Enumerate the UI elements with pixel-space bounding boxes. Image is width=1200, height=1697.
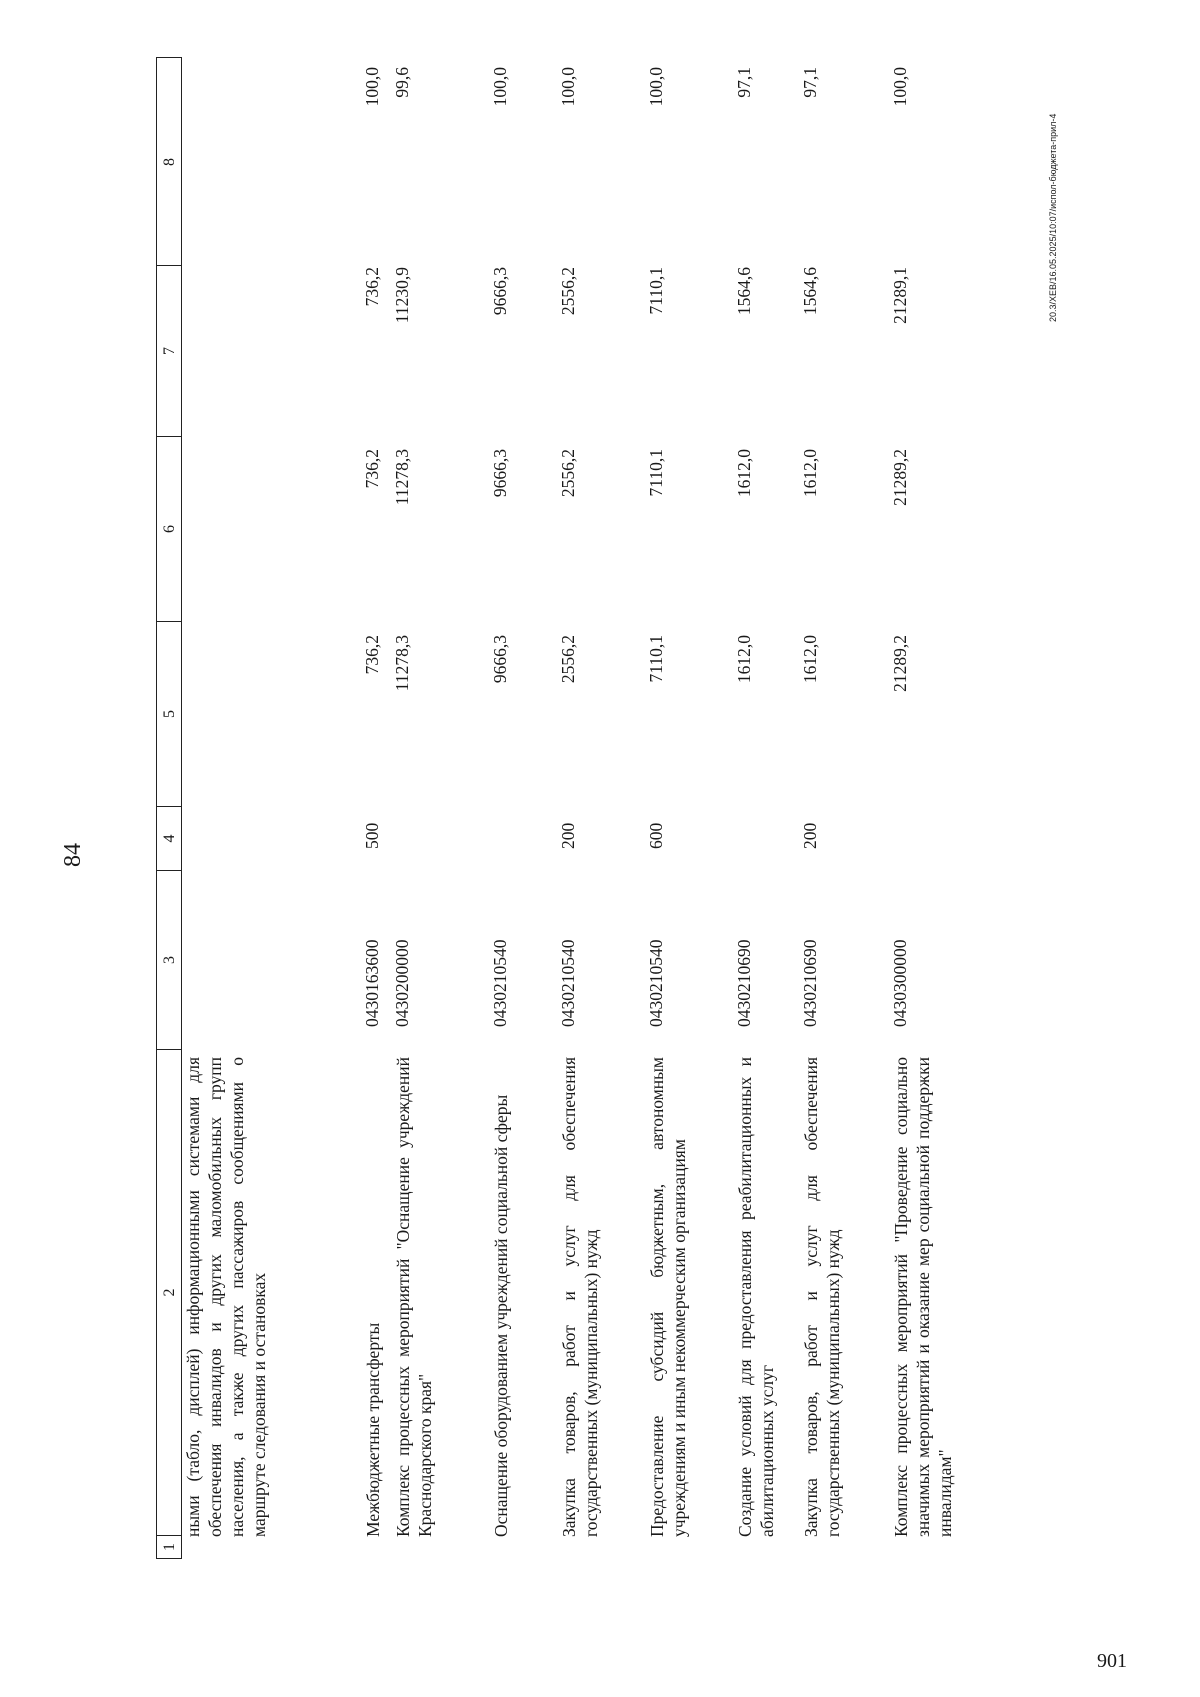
row-col6: 736,2 — [362, 449, 382, 489]
header-cell-1: 1 — [161, 1543, 178, 1551]
header-cell-7: 7 — [157, 266, 181, 437]
header-cell-4: 4 — [157, 807, 181, 871]
row-col8: 99,6 — [392, 67, 412, 98]
row-col6: 11278,3 — [392, 449, 412, 506]
row-csr: 0430200000 — [392, 939, 412, 1027]
row-col5: 9666,3 — [490, 635, 510, 684]
row-col6: 1612,0 — [734, 449, 754, 498]
row-vr: 200 — [558, 822, 578, 849]
table-row-name: Комплекс процессных мероприятий "Оснащение учреждений Краснодарского края" — [393, 1057, 435, 1537]
row-col5: 11278,3 — [392, 635, 412, 692]
row-csr: 0430210540 — [558, 939, 578, 1027]
row-csr: 0430210540 — [490, 939, 510, 1027]
row-col7: 21289,1 — [890, 267, 910, 324]
row-col5: 1612,0 — [800, 635, 820, 684]
table-row-name: Комплекс процессных мероприятий "Проведение социально значимых мероприятий и оказание мер социальной поддержки инвалидам" — [891, 1057, 955, 1537]
row-col5: 2556,2 — [558, 635, 578, 684]
row-col7: 1564,6 — [734, 267, 754, 316]
row-col7: 11230,9 — [392, 267, 412, 324]
row-csr: 0430163600 — [362, 939, 382, 1027]
row-col6: 2556,2 — [558, 449, 578, 498]
row-col6: 9666,3 — [490, 449, 510, 498]
row-col6: 7110,1 — [646, 449, 666, 497]
row-col7: 7110,1 — [646, 267, 666, 315]
header-cell-8: 8 — [157, 59, 181, 266]
row-col7: 2556,2 — [558, 267, 578, 316]
row-col5: 21289,2 — [890, 635, 910, 692]
row-col8: 100,0 — [490, 67, 510, 107]
table-row-name: Создание условий для предоставления реабилитационных и абилитационных услуг — [735, 1057, 777, 1537]
row-csr: 0430210540 — [646, 939, 666, 1027]
header-cell-6: 6 — [157, 437, 181, 622]
header-cell-2: 2 — [157, 1050, 181, 1536]
table-row-name: Оснащение оборудованием учреждений социальной сферы — [491, 1094, 511, 1537]
row-vr: 200 — [800, 822, 820, 849]
row-col7: 1564,6 — [800, 267, 820, 316]
row-col8: 100,0 — [362, 67, 382, 107]
row-col8: 100,0 — [558, 67, 578, 107]
row-vr: 600 — [646, 822, 666, 849]
table-row-name: Межбюджетные трансферты — [363, 1322, 383, 1537]
row-col6: 1612,0 — [800, 449, 820, 498]
row-col5: 1612,0 — [734, 635, 754, 684]
table-row-name: Предоставление субсидий бюджетным, автономным учреждениям и иным некоммерческим организациям — [647, 1057, 689, 1537]
table-row-name: Закупка товаров, работ и услуг для обеспечения государственных (муниципальных) нужд — [559, 1057, 601, 1537]
row-vr: 500 — [362, 822, 382, 849]
header-cell-3: 3 — [157, 871, 181, 1050]
row-col7: 736,2 — [362, 267, 382, 307]
table-row-name: ными (табло, дисплей) информационными системами для обеспечения инвалидов и других маломобильных групп населения, а также других пассажиров сообщениями о маршруте следования и остановках — [183, 1057, 269, 1537]
row-col6: 21289,2 — [890, 449, 910, 506]
row-col8: 100,0 — [646, 67, 666, 107]
row-col8: 100,0 — [890, 67, 910, 107]
table-header-row — [156, 57, 182, 1559]
row-csr: 0430300000 — [890, 939, 910, 1027]
row-col5: 736,2 — [362, 635, 382, 675]
footer-code: 20.3/XEB/16.05.2025/10:07/испол-бюджета-прил-4 — [1048, 113, 1058, 322]
header-cell-5: 5 — [157, 622, 181, 807]
row-csr: 0430210690 — [800, 939, 820, 1027]
row-col5: 7110,1 — [646, 635, 666, 683]
page-number: 84 — [60, 843, 86, 867]
row-csr: 0430210690 — [734, 939, 754, 1027]
row-col8: 97,1 — [734, 67, 754, 98]
table-row-name: Закупка товаров, работ и услуг для обеспечения государственных (муниципальных) нужд — [801, 1057, 843, 1537]
row-col8: 97,1 — [800, 67, 820, 98]
sheet-number: 901 — [1097, 1650, 1127, 1672]
row-col7: 9666,3 — [490, 267, 510, 316]
